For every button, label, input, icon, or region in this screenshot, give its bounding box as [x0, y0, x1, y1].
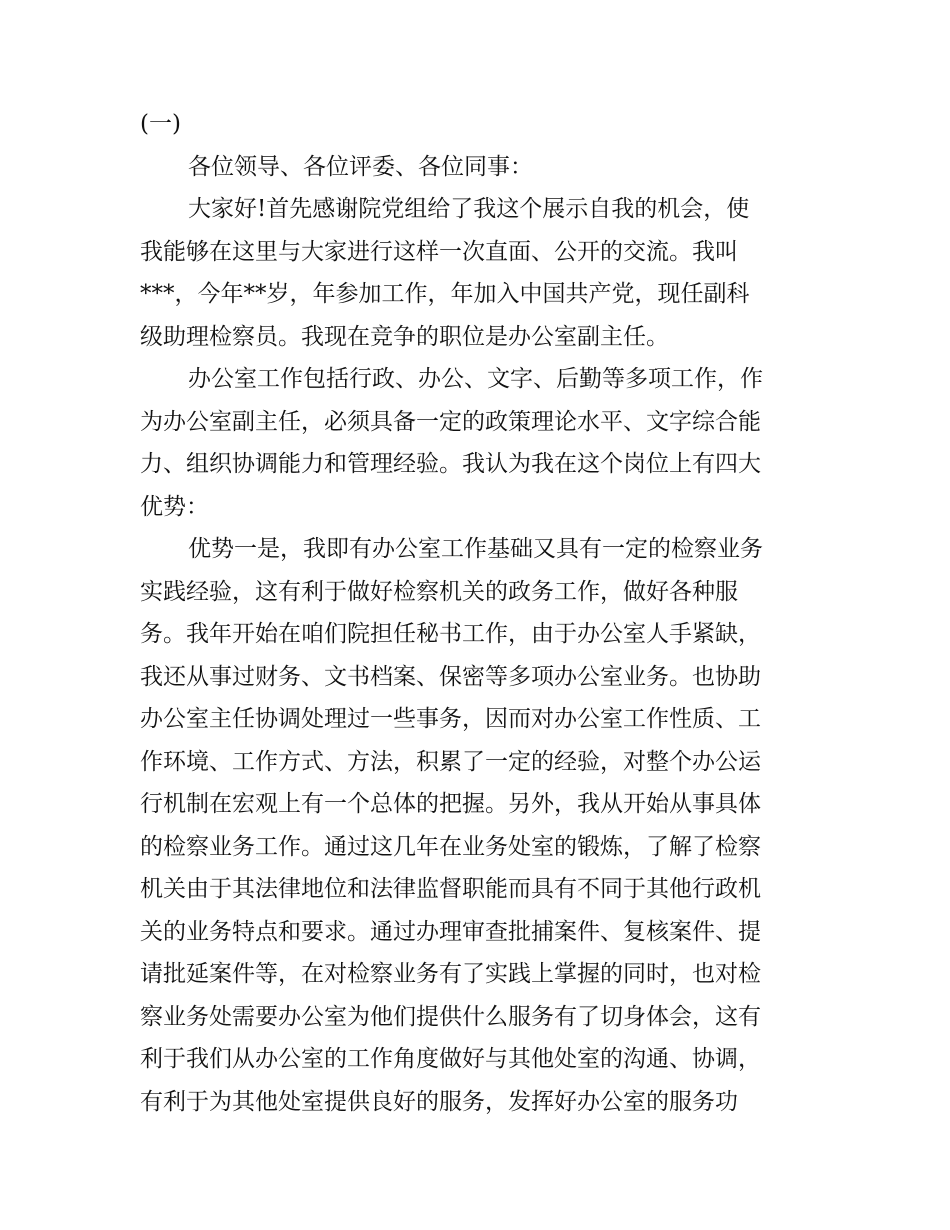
- paragraph-line: 优势一是，我即有办公室工作基础又具有一定的检察业务: [188, 536, 763, 562]
- paragraph-line: 机关由于其法律地位和法律监督职能而具有不同于其他行政机: [140, 876, 761, 902]
- paragraph-line: 优势：: [140, 493, 209, 520]
- salutation: 各位领导、各位评委、各位同事：: [188, 153, 533, 180]
- paragraph-line: 大家好!首先感谢院党组给了我这个展示自我的机会，使: [188, 196, 750, 222]
- paragraph-line: 实践经验，这有利于做好检察机关的政务工作，做好各种服: [140, 578, 738, 605]
- paragraph-line: 关的业务特点和要求。通过办理审查批捕案件、复核案件、提: [140, 918, 761, 945]
- paragraph-line: 的检察业务工作。通过这几年在业务处室的锻炼，了解了检察: [140, 833, 761, 860]
- paragraph-line: 务。我年开始在咱们院担任秘书工作，由于办公室人手紧缺，: [140, 621, 761, 647]
- paragraph-line: 为办公室副主任，必须具备一定的政策理论水平、文字综合能: [140, 408, 761, 435]
- paragraph-line: 办公室工作包括行政、办公、文字、后勤等多项工作，作: [188, 366, 763, 392]
- paragraph-line: ***，今年**岁，年参加工作，年加入中国共产党，现任副科: [140, 281, 750, 307]
- paragraph-line: 我还从事过财务、文书档案、保密等多项办公室业务。也协助: [140, 663, 761, 690]
- paragraph-line: 我能够在这里与大家进行这样一次直面、公开的交流。我叫: [140, 238, 738, 265]
- paragraph-line: 力、组织协调能力和管理经验。我认为我在这个岗位上有四大: [140, 451, 761, 477]
- paragraph-line: 级助理检察员。我现在竞争的职位是办公室副主任。: [140, 323, 669, 350]
- paragraph-line: 察业务处需要办公室为他们提供什么服务有了切身体会，这有: [140, 1003, 761, 1030]
- paragraph-line: 行机制在宏观上有一个总体的把握。另外，我从开始从事具体: [140, 791, 761, 817]
- paragraph-line: 办公室主任协调处理过一些事务，因而对办公室工作性质、工: [140, 706, 761, 732]
- paragraph-line: 利于我们从办公室的工作角度做好与其他处室的沟通、协调，: [140, 1046, 761, 1072]
- paragraph-line: 作环境、工作方式、方法，积累了一定的经验，对整个办公运: [140, 748, 761, 775]
- section-number: (一): [140, 111, 181, 137]
- document-page: [140, 103, 812, 1123]
- paragraph-line: 有利于为其他处室提供良好的服务，发挥好办公室的服务功: [140, 1088, 738, 1115]
- paragraph-line: 请批延案件等，在对检察业务有了实践上掌握的同时，也对检: [140, 961, 761, 987]
